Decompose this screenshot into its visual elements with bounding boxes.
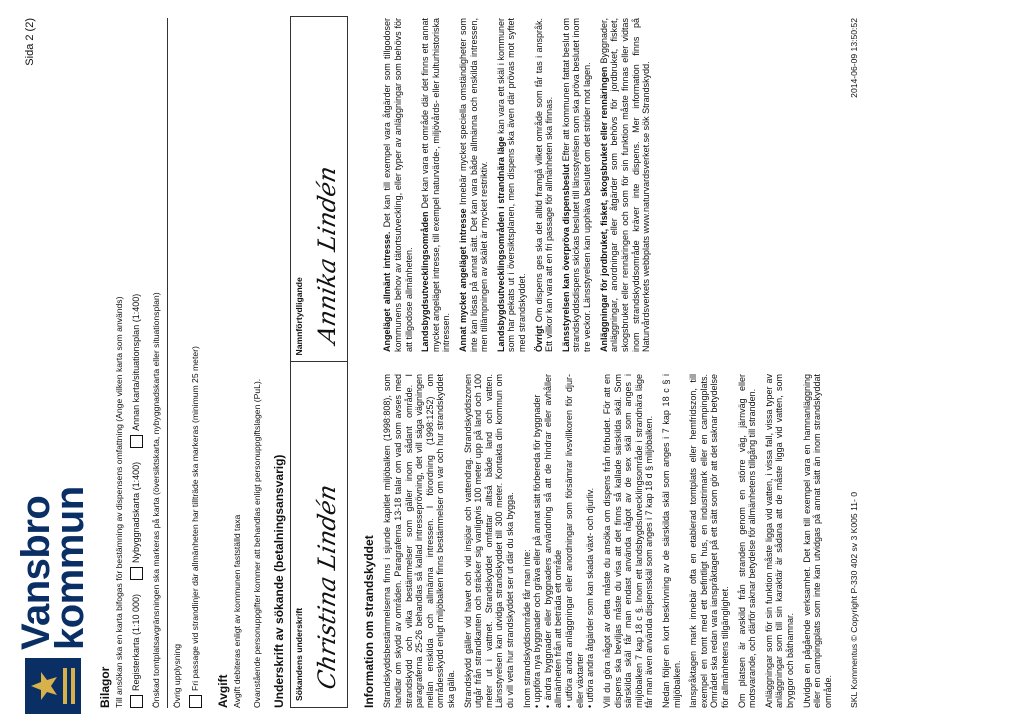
checkbox[interactable] — [189, 695, 202, 708]
logo-text: Vansbro kommun — [13, 486, 92, 650]
personuppgifter-text: Ovanstående personuppgifter kommer att behandlas enligt personuppgiftslagen (PuL). — [251, 378, 262, 708]
opt-registerkarta[interactable] — [130, 594, 143, 708]
info-r3: Innebär mycket speciella omständigheter som inte kan lösas på annat sätt. Det kan vara både allmänna och enskilda intressen, men tillämpningen av skälet är mycket restriktiv. — [457, 18, 490, 352]
opt-label: Nybyggnadskarta (1:400) — [131, 461, 142, 563]
opt-label: Registerkarta (1:10 000) — [131, 593, 142, 691]
info-r2-title: Landsbygdsutvecklingsområden — [420, 211, 431, 352]
fri-passage-row[interactable] — [189, 18, 202, 708]
info-p7: Om platsen är avskild från stranden genom en större väg, järnväg eller motsvarande, och därför saknar betydelse för allmänhetens tillgång till stranden. — [736, 374, 758, 708]
info-p6: Ianspråktagen mark innebär ofta en etablerad tomtplats eller hemfridszon, till exempel en tomt med ett befintligt hus, en industrimark eller en campingplats. Området ska redan vara ianspråktaget på ett sätt som gör att det saknar betydelse för allmänhetens tillgänglighet. — [688, 374, 730, 708]
signature-left — [291, 362, 347, 708]
information-col-left — [382, 374, 839, 708]
info-r5: Om dispens ges ska det alltid framgå vilket område som får tas i anspråk. Ett villkor kan vara att en fri passage för allmänheten ska finnas. — [533, 18, 555, 352]
divider — [167, 18, 168, 708]
opt-annan-karta[interactable] — [130, 294, 143, 448]
info-p2: Strandskydd gäller vid havet och vid insjöar och vattendrag. Strandskyddszonen utgår från strandkanten och sträcker sig vanligtvis 100 meter upp på land och 100 meter ut i vattnet. Strandskyddet omfattar alltså både land och vatten. Länsstyrelsen kan utvidga strandskyddet till 300 meter. Kontakta din kommun om du vill veta hur strandskyddet ser ut där du ska bygga. — [462, 374, 516, 708]
info-r1-title: Angeläget allmänt intresse. — [382, 231, 393, 352]
avgift-title: Avgift — [215, 674, 230, 708]
information-title: Information om strandskyddet — [362, 535, 377, 708]
checkbox[interactable] — [130, 567, 143, 580]
opt-nybyggnadskarta[interactable] — [130, 462, 143, 580]
info-r5-title: Övrigt — [533, 325, 544, 352]
info-r4-title: Landsbygdsutvecklingsområden i strandnära läge — [495, 136, 506, 352]
blagor-title: Bilagor — [98, 666, 112, 708]
opt-label: Annan karta/situationsplan (1:400) — [131, 293, 142, 431]
footer-left: SKL Kommentus © Copyright P-330 402 sv 3 K005 11- 0 — [849, 491, 860, 708]
tomtplats-text: Önskad tomtplatsavgränsningen ska markeras på karta (översiktskarta, nybyggnadskarta eller situationsplan) — [151, 292, 162, 708]
blagor-intro: Till ansökan ska en karta bifogas för bestämning av dispensens omfattning (Ange vilken karta som används) — [114, 296, 125, 708]
info-r6: Efter att kommunen fattat beslut om strandskyddsdispens skickas beslutet till länsstyrelsen som ska pröva beslutet inom tre veckor. Länsstyrelsen kan upphäva beslutet om det strider mot lagen. — [560, 18, 593, 352]
avgift-text: Avgift debiteras enligt av kommunen fastställd taxa — [231, 514, 242, 708]
signature-left-label: Sökandens underskrift — [294, 607, 305, 701]
info-p5: Nedan följer en kort beskrivning av de särskilda skäl som anges i 7 kap 18 c § i miljöbalken. — [660, 374, 682, 708]
info-r3-title: Annat mycket angeläget intresse — [457, 208, 468, 352]
signature-right-handwriting: Annika Lindén — [312, 163, 341, 347]
page-number: Sida 2 (2) — [24, 18, 36, 66]
info-p9: Utvidga en pågående verksamhet. Det kan till exempel vara en hamnanläggning eller en campingplats som inte kan utvidgas på annat sätt än inom strandskyddat område. — [801, 374, 833, 708]
footer-right: 2014-06-09 13:50:52 — [849, 18, 860, 98]
information-col-right — [382, 18, 839, 352]
signature-right-label: Namnförtydligande — [294, 277, 305, 356]
info-r7: Byggnader, anläggningar, anordningar eller åtgärder som behövs för jordbruket, fisket, skogsbruket eller rennäringen och som för sin funktion måste finnas eller vidtas inom strandskyddsområde kräver inte dispens. Mer information finns på Naturvårdsverkets webbplats www.naturvardsverket.se sök Strandskydd. — [598, 18, 652, 352]
fri-passage-text: Fri passage vid strandlinjer där allmänheten har tillträde ska markeras (minimum 25 meter) — [190, 346, 200, 691]
ovrig-upplysning: Övrig upplysning — [172, 643, 183, 708]
info-p8: Anläggningar som för sin funktion måste ligga vid vatten, i vissa fall, vissa typer av anläggningar som till sin karaktär är sådana att de måste ligga vid vatten, som bryggor och båthamnar. — [763, 374, 796, 708]
signature-right — [291, 17, 347, 362]
checkbox[interactable] — [130, 695, 143, 708]
signature-box — [290, 16, 348, 708]
info-p3: Inom strandskyddsområde får man inte: • uppföra nya byggnader och gräva eller på annat sätt förbereda för byggnader • ändra byggnader eller byggnaders användning så att de hindrar eller avhåller allmänheten från att beträda ett område • utföra andra anläggningar eller anordningar som försämrar livsvillkoren för djur- eller växtarter • utföra andra åtgärder som kan skada växt- och djurliv. — [521, 374, 596, 708]
municipality-logo — [13, 484, 92, 714]
info-r1: Det kan till exempel vara åtgärder som tillgodoser kommunens behov av tätortsutveckling, eller typer av anläggningar som behövs för att tillgodose allmänheten. — [382, 18, 414, 352]
info-r2: Det kan vara ett område där det finns ett annat mycket angeläget intresse, till exempel naturvärde-, miljövårds- eller kulturhistoriska intressen. — [420, 18, 452, 352]
signature-left-handwriting: Christina Lindén — [312, 481, 341, 692]
info-r7-title: Anläggningar för jordbruket, fisket, skogsbruket eller rennäringen — [598, 66, 609, 352]
info-p1: Strandskyddsbestämmelserna finns i sjunde kapitlet miljöbalken (1998:808), som handlar om skydd av områden. Paragraferna 13-18 talar om vad som avses med strandskydd och vilka bestämmelser som gäller inom sådant område. I paragraferna 25-26 behandlas så kallad intresseprövning, det vill säga vägningen mellan enskilda och allmänna intressen. I förordning (1998:1252) om områdesskydd enligt miljöbalken finns bestämmelser om var och hur strandskyddet ska gälla. — [382, 374, 456, 708]
info-p4: Vill du göra något av detta måste du ansöka om dispens från förbudet. För att en dispens ska beviljas måste du visa att det finns så kallade särskilda skäl. Som särskilda skäl får man endast använda något av de sex skäl som anges i miljöbalken 7 kap 18 c §. Inom ett landsbygdsutvecklingsområde i strandnära läge får man även använda dispensskäl som anges i 7 kap 18 d § miljöbalken. — [601, 374, 655, 708]
checkbox[interactable] — [130, 435, 143, 448]
crest-icon — [25, 658, 81, 714]
signature-title: Underskrift av sökande (betalningsansvarig) — [272, 454, 287, 708]
info-r4: kan vara ett skäl i kommuner som har pekats ut i översiktsplanen, men dispens ska även där prövas mot syftet med strandskyddet. — [495, 18, 528, 352]
info-r6-title: Länsstyrelsen kan överpröva dispensbeslut — [560, 163, 571, 352]
